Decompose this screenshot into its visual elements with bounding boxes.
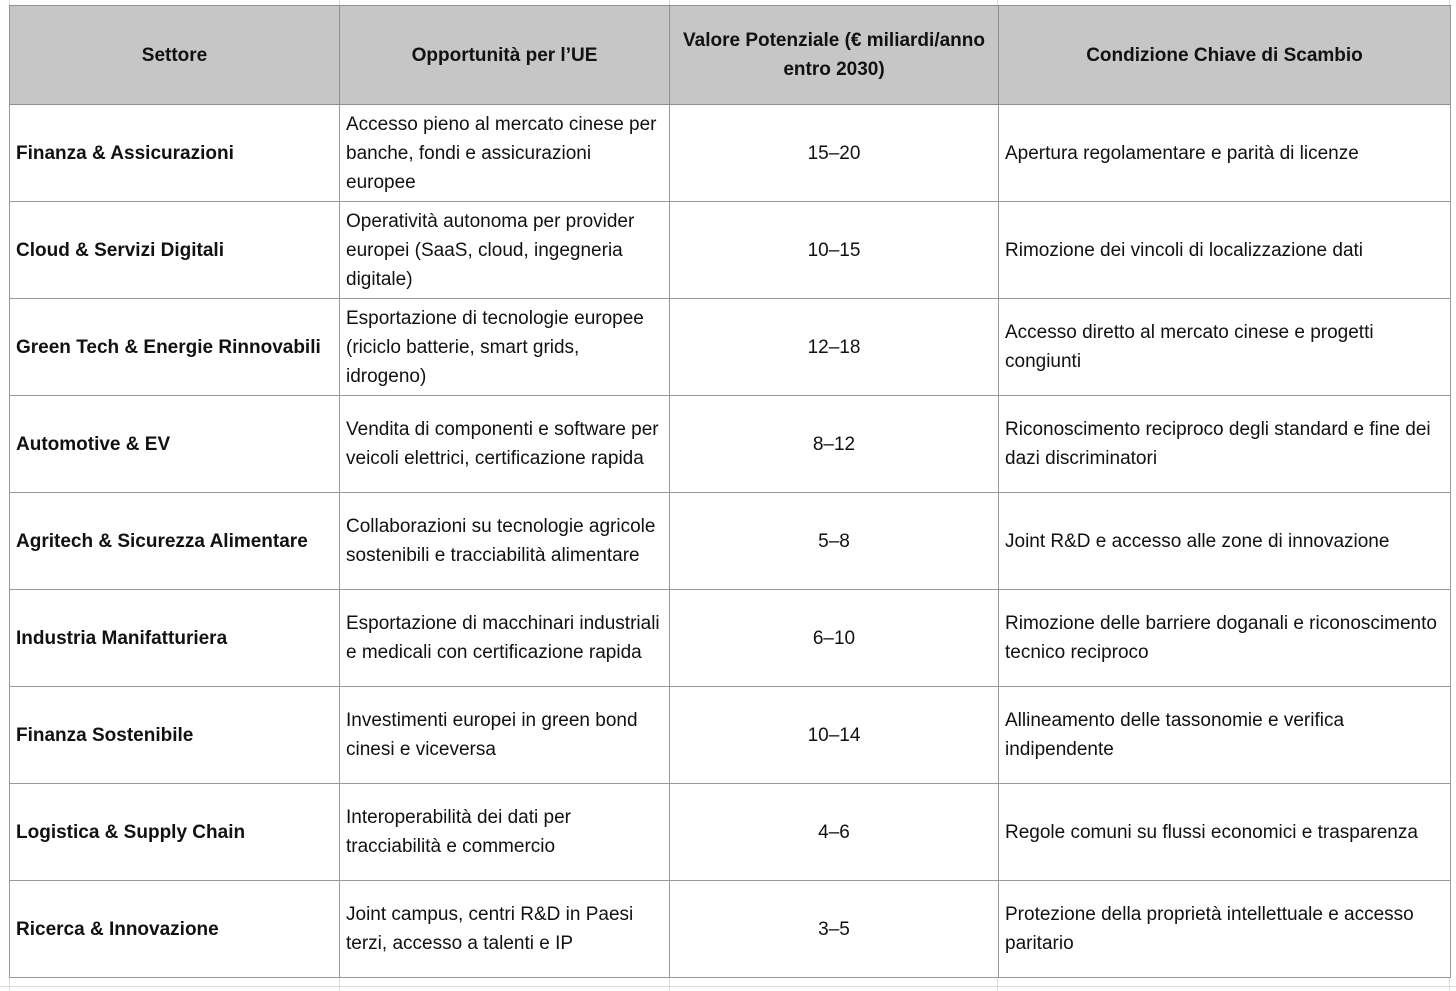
cell-opportunita[interactable]: Collaborazioni su tecnologie agricole sostenibili e tracciabilità alimentare xyxy=(340,493,670,590)
cell-opportunita[interactable]: Esportazione di tecnologie europee (riciclo batterie, smart grids, idrogeno) xyxy=(340,299,670,396)
cell-settore[interactable]: Agritech & Sicurezza Alimentare xyxy=(10,493,340,590)
cell-valore[interactable]: 10–14 xyxy=(670,687,999,784)
cell-condizione[interactable]: Protezione della proprietà intellettuale e accesso paritario xyxy=(999,881,1451,978)
table-row xyxy=(10,299,1451,396)
cell-settore[interactable]: Finanza & Assicurazioni xyxy=(10,105,340,202)
cell-opportunita[interactable]: Vendita di componenti e software per veicoli elettrici, certificazione rapida xyxy=(340,396,670,493)
sector-opportunity-table xyxy=(9,5,1451,978)
cell-settore[interactable]: Finanza Sostenibile xyxy=(10,687,340,784)
cell-opportunita[interactable]: Interoperabilità dei dati per tracciabilità e commercio xyxy=(340,784,670,881)
table-row xyxy=(10,493,1451,590)
table-row xyxy=(10,396,1451,493)
cell-opportunita[interactable]: Operatività autonoma per provider europei (SaaS, cloud, ingegneria digitale) xyxy=(340,202,670,299)
header-settore[interactable]: Settore xyxy=(10,6,340,105)
cell-settore[interactable]: Ricerca & Innovazione xyxy=(10,881,340,978)
table-row xyxy=(10,687,1451,784)
cell-valore[interactable]: 6–10 xyxy=(670,590,999,687)
table-row xyxy=(10,881,1451,978)
cell-opportunita[interactable]: Investimenti europei in green bond cinesi e viceversa xyxy=(340,687,670,784)
header-valore-potenziale[interactable]: Valore Potenziale (€ miliardi/anno entro 2030) xyxy=(670,6,999,105)
grid-row-line xyxy=(0,986,1456,987)
cell-valore[interactable]: 10–15 xyxy=(670,202,999,299)
cell-valore[interactable]: 15–20 xyxy=(670,105,999,202)
table-row xyxy=(10,784,1451,881)
cell-condizione[interactable]: Apertura regolamentare e parità di licenze xyxy=(999,105,1451,202)
cell-settore[interactable]: Industria Manifatturiera xyxy=(10,590,340,687)
cell-condizione[interactable]: Rimozione delle barriere doganali e riconoscimento tecnico reciproco xyxy=(999,590,1451,687)
cell-condizione[interactable]: Joint R&D e accesso alle zone di innovazione xyxy=(999,493,1451,590)
cell-valore[interactable]: 5–8 xyxy=(670,493,999,590)
cell-valore[interactable]: 12–18 xyxy=(670,299,999,396)
cell-settore[interactable]: Logistica & Supply Chain xyxy=(10,784,340,881)
cell-condizione[interactable]: Riconoscimento reciproco degli standard e fine dei dazi discriminatori xyxy=(999,396,1451,493)
cell-opportunita[interactable]: Joint campus, centri R&D in Paesi terzi, accesso a talenti e IP xyxy=(340,881,670,978)
cell-condizione[interactable]: Allineamento delle tassonomie e verifica indipendente xyxy=(999,687,1451,784)
cell-valore[interactable]: 3–5 xyxy=(670,881,999,978)
cell-condizione[interactable]: Rimozione dei vincoli di localizzazione dati xyxy=(999,202,1451,299)
cell-condizione[interactable]: Regole comuni su flussi economici e trasparenza xyxy=(999,784,1451,881)
header-opportunita[interactable]: Opportunità per l’UE xyxy=(340,6,670,105)
cell-opportunita[interactable]: Esportazione di macchinari industriali e medicali con certificazione rapida xyxy=(340,590,670,687)
cell-opportunita[interactable]: Accesso pieno al mercato cinese per banche, fondi e assicurazioni europee xyxy=(340,105,670,202)
cell-settore[interactable]: Automotive & EV xyxy=(10,396,340,493)
table-row xyxy=(10,105,1451,202)
table-row xyxy=(10,590,1451,687)
cell-settore[interactable]: Green Tech & Energie Rinnovabili xyxy=(10,299,340,396)
table-row xyxy=(10,202,1451,299)
cell-valore[interactable]: 4–6 xyxy=(670,784,999,881)
header-row xyxy=(10,6,1451,105)
header-condizione-chiave[interactable]: Condizione Chiave di Scambio xyxy=(999,6,1451,105)
cell-valore[interactable]: 8–12 xyxy=(670,396,999,493)
cell-condizione[interactable]: Accesso diretto al mercato cinese e progetti congiunti xyxy=(999,299,1451,396)
cell-settore[interactable]: Cloud & Servizi Digitali xyxy=(10,202,340,299)
